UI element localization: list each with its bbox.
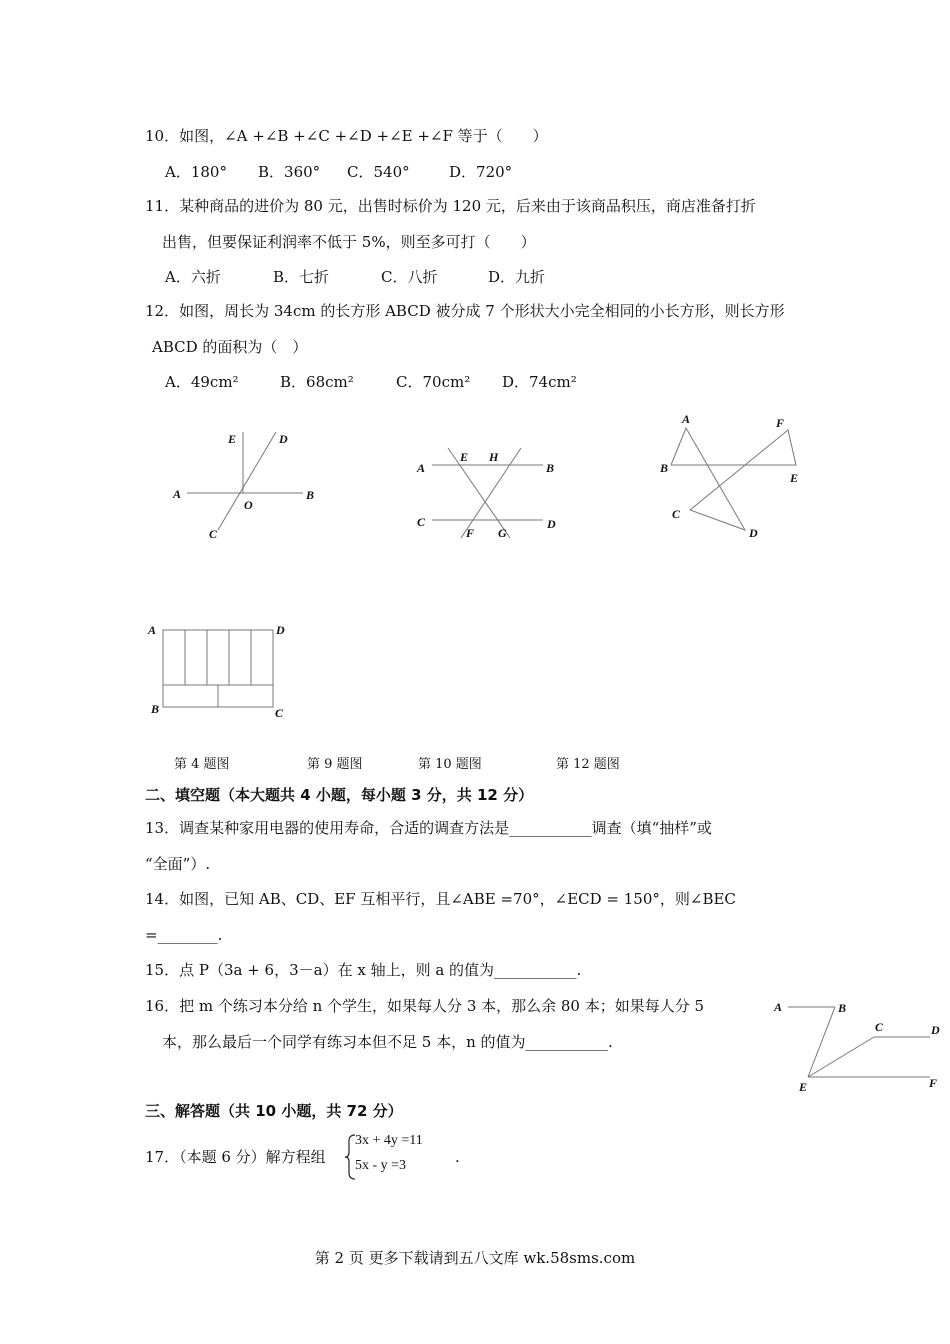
section3-title: 三、解答题（共 10 小题，共 72 分） [145, 1102, 403, 1120]
fig10-label-c: C [672, 507, 681, 521]
figure-9 [432, 448, 543, 538]
q10-option-d: D．720° [449, 163, 513, 181]
section2-title: 二、填空题（本大题共 4 小题，每小题 3 分，共 12 分） [145, 786, 534, 804]
q16-line2: 本，那么最后一个同学有练习本但不足 5 本，n 的值为___________. [162, 1033, 613, 1051]
fig9-label-a: A [417, 461, 426, 475]
q11-option-b: B．七折 [273, 268, 330, 286]
q10-option-c: C．540° [347, 163, 410, 181]
q12-stem-line2: ABCD 的面积为（ ） [152, 338, 308, 356]
caption-fig12: 第 12 题图 [556, 757, 620, 772]
fig12-label-b: B [151, 702, 160, 716]
fig4-label-c: C [209, 527, 218, 541]
fig4-label-o: O [244, 498, 253, 512]
q13-line2: “全面”）. [145, 855, 211, 873]
caption-fig4: 第 4 题图 [174, 757, 230, 772]
figure-14 [788, 1007, 930, 1077]
equation-system [345, 1133, 457, 1181]
fig9-label-c: C [417, 515, 426, 529]
q13-line1: 13．调查某种家用电器的使用寿命，合适的调查方法是___________调查（填“抽样”或 [145, 819, 712, 837]
fig12-label-c: C [275, 706, 284, 720]
fig9-label-d: D [547, 517, 556, 531]
q11-option-c: C．八折 [381, 268, 438, 286]
fig12-label-a: A [148, 623, 157, 637]
fig10-label-b: B [660, 461, 669, 475]
figure-12 [163, 630, 273, 707]
q14-line2: =________. [145, 926, 223, 944]
fig9-label-b: B [546, 461, 555, 475]
q15: 15．点 P（3a + 6，3－a）在 x 轴上，则 a 的值为___________. [145, 961, 582, 979]
fig14-label-a: A [774, 1000, 783, 1014]
fig9-label-g: G [498, 526, 507, 540]
q11-stem-line1: 11．某种商品的进价为 80 元，出售时标价为 120 元，后来由于该商品积压，商店准备打折 [145, 197, 756, 215]
fig9-label-f: F [466, 526, 475, 540]
q14-line1: 14．如图，已知 AB、CD、EF 互相平行，且∠ABE =70°，∠ECD = 150°，则∠BEC [145, 890, 736, 908]
fig10-label-d: D [749, 526, 758, 540]
fig12-label-d: D [276, 623, 285, 637]
fig4-label-d: D [279, 432, 288, 446]
q12-stem-line1: 12．如图，周长为 34cm 的长方形 ABCD 被分成 7 个形状大小完全相同的小长方形，则长方形 [145, 302, 785, 320]
caption-fig10: 第 10 题图 [418, 757, 482, 772]
q11-option-a: A．六折 [165, 268, 221, 286]
equation-1: 3x + 4y =11 [355, 1133, 423, 1148]
fig14-label-b: B [838, 1001, 847, 1015]
q12-option-b: B．68cm² [280, 373, 354, 391]
q11-option-d: D．九折 [488, 268, 546, 286]
q12-option-a: A．49cm² [165, 373, 239, 391]
q17-suffix: . [455, 1148, 460, 1166]
fig4-label-b: B [306, 488, 315, 502]
q12-option-d: D．74cm² [502, 373, 577, 391]
caption-fig9: 第 9 题图 [307, 757, 363, 772]
q11-stem-line2: 出售，但要保证利润率不低于 5%，则至多可打（ ） [162, 233, 536, 251]
fig14-label-e: E [799, 1080, 808, 1094]
equation-2: 5x - y =3 [355, 1158, 407, 1173]
fig14-label-f: F [929, 1076, 938, 1090]
figure-10 [671, 428, 799, 530]
q16-line1: 16．把 m 个练习本分给 n 个学生，如果每人分 3 本，那么余 80 本；如果每人分 5 [145, 997, 705, 1015]
fig4-label-e: E [228, 432, 237, 446]
q10-stem: 10．如图，∠A +∠B +∠C +∠D +∠E +∠F 等于（ ） [145, 127, 548, 145]
q12-option-c: C．70cm² [396, 373, 471, 391]
fig10-label-e: E [790, 471, 799, 485]
fig9-label-h: H [489, 450, 499, 464]
fig10-label-f: F [776, 416, 785, 430]
fig9-label-e: E [460, 450, 469, 464]
fig10-label-a: A [682, 412, 691, 426]
fig14-label-c: C [875, 1020, 884, 1034]
page-footer: 第 2 页 更多下载请到五八文库 wk.58sms.com [314, 1249, 636, 1267]
q10-option-a: A．180° [165, 163, 227, 181]
q17-prefix: 17．（本题 6 分）解方程组 [145, 1148, 326, 1166]
fig14-label-d: D [931, 1023, 940, 1037]
q10-option-b: B．360° [258, 163, 321, 181]
fig4-label-a: A [173, 487, 182, 501]
figure-4 [187, 432, 303, 530]
